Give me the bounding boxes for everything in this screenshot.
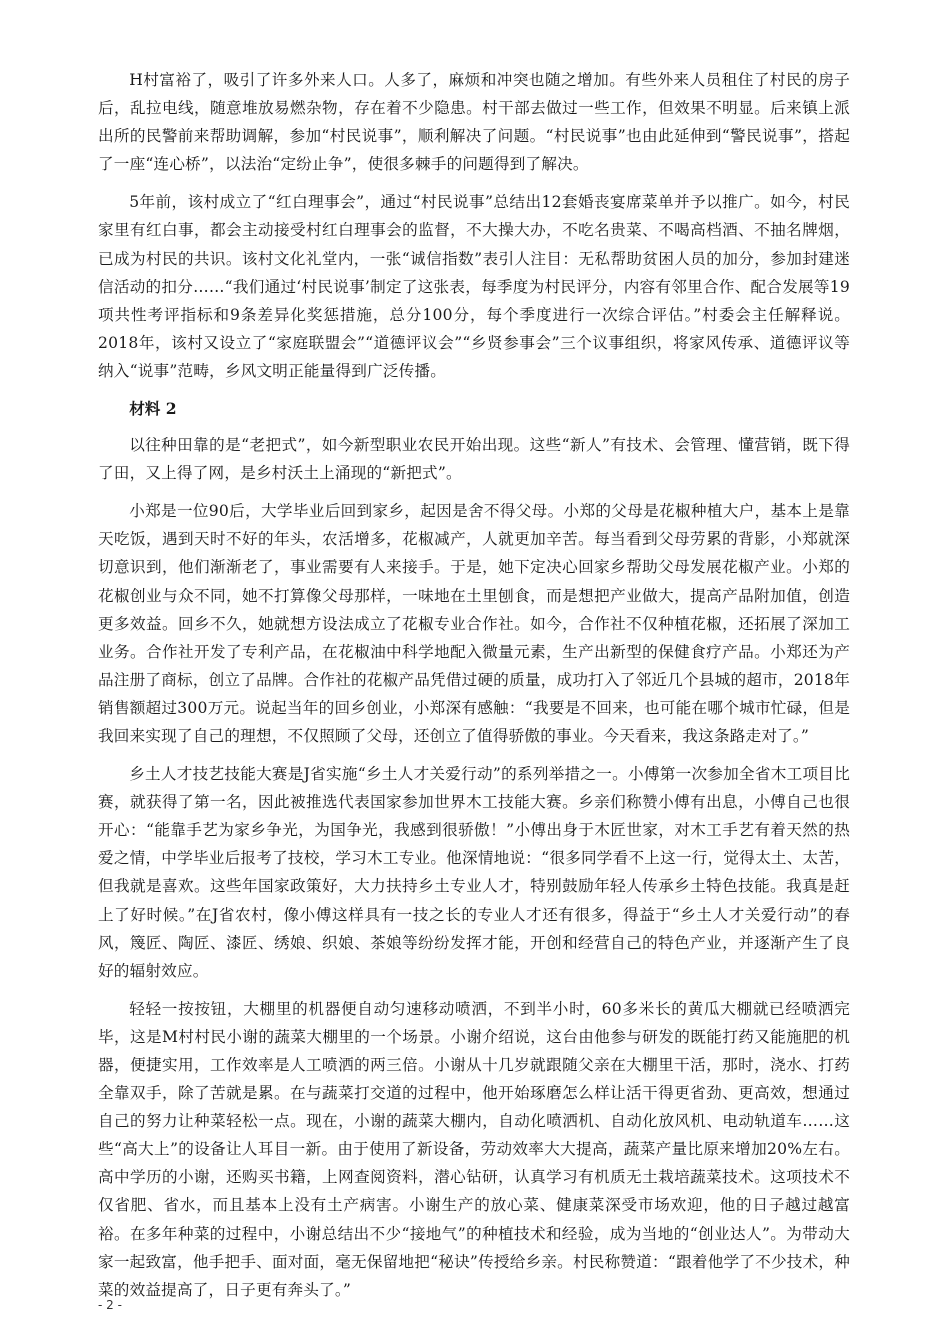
paragraph: 以往种田靠的是“老把式”，如今新型职业农民开始出现。这些“新人”有技术、会管理、懂营销，既下得了田，又上得了网，是乡村沃土上涌现的“新把式”。 [98, 436, 850, 483]
paragraph: H村富裕了，吸引了许多外来人口。人多了，麻烦和冲突也随之增加。有些外来人员租住了村民的房子后，乱拉电线，随意堆放易燃杂物，存在着不少隐患。村干部去做过一些工作，但效果不明显。后来镇上派出所的民警前来帮助调解，参加“村民说事”，顺利解决了问题。“村民说事”也由此延伸到“警民说事”，搭起了一座“连心桥”，以法治“定纷止争”，使很多棘手的问题得到了解决。 [98, 71, 850, 174]
page-number: - 2 - [98, 1298, 122, 1312]
paragraph: 轻轻一按按钮，大棚里的机器便自动匀速移动喷洒，不到半小时，60多米长的黄瓜大棚就已经喷洒完毕，这是M村村民小谢的蔬菜大棚里的一个场景。小谢介绍说，这台由他参与研发的既能打药又能施肥的机器，便捷实用，工作效率是人工喷洒的两三倍。小谢从十几岁就跟随父亲在大棚里干活，那时，浇水、打药全靠双手，除了苦就是累。在与蔬菜打交道的过程中，他开始琢磨怎么样让活干得更省劲、更高效，想通过自己的努力让种菜轻松一点。现在，小谢的蔬菜大棚内，自动化喷洒机、自动化放风机、电动轨道车……这些“高大上”的设备让人耳目一新。由于使用了新设备，劳动效率大大提高，蔬菜产量比原来增加20%左右。高中学历的小谢，还购买书籍，上网查阅资料，潜心钻研，认真学习有机质无土栽培蔬菜技术。这项技术不仅省肥、省水，而且基本上没有土产病害。小谢生产的放心菜、健康菜深受市场欢迎，他的日子越过越富裕。在多年种菜的过程中，小谢总结出不少“接地气”的种植技术和经验，成为当地的“创业达人”。为带动大家一起致富，他手把手、面对面，毫无保留地把“秘诀”传授给乡亲。村民称赞道：“跟着他学了不少技术，种菜的效益提高了，日子更有奔头了。” [98, 999, 850, 1299]
section-heading: 材料 2 [129, 399, 177, 419]
paragraph: 乡土人才技艺技能大赛是J省实施“乡土人才关爱行动”的系列举措之一。小傅第一次参加全省木工项目比赛，就获得了第一名，因此被推选代表国家参加世界木工技能大赛。乡亲们称赞小傅有出息，小傅自己也很开心：“能靠手艺为家乡争光，为国争光，我感到很骄傲！”小傅出身于木匠世家，对木工手艺有着天然的热爱之情，中学毕业后报考了技校，学习木工专业。他深情地说：“很多同学看不上这一行，觉得太土、太苦，但我就是喜欢。这些年国家政策好，大力扶持乡土专业人才，特别鼓励年轻人传承乡土特色技能。我真是赶上了好时候。”在J省农村，像小傅这样具有一技之长的专业人才还有很多，得益于“乡土人才关爱行动”的春风，篾匠、陶匠、漆匠、绣娘、织娘、茶娘等纷纷发挥才能，开创和经营自己的特色产业，并逐渐产生了良好的辐射效应。 [98, 765, 850, 980]
paragraph: 5年前，该村成立了“红白理事会”，通过“村民说事”总结出12套婚丧宴席菜单并予以推广。如今，村民家里有红白事，都会主动接受村红白理事会的监督，不大操大办，不吃名贵菜、不喝高档酒、不抽名牌烟，已成为村民的共识。该村文化礼堂内，一张“诚信指数”表引人注目：无私帮助贫困人员的加分，参加封建迷信活动的扣分……“我们通过‘村民说事’制定了这张表，每季度为村民评分，内容有邻里合作、配合发展等19项共性考评指标和9条差异化奖惩措施，总分100分，每个季度进行一次综合评估。”村委会主任解释说。2018年，该村又设立了“家庭联盟会”“道德评议会”“乡贤参事会”三个议事组织，将家风传承、道德评议等纳入“说事”范畴，乡风文明正能量得到广泛传播。 [98, 193, 850, 380]
paragraph: 小郑是一位90后，大学毕业后回到家乡，起因是舍不得父母。小郑的父母是花椒种植大户，基本上是靠天吃饭，遇到天时不好的年头，农活增多，花椒减产，人就更加辛苦。每当看到父母劳累的背影，小郑就深切意识到，他们渐渐老了，事业需要有人来接手。于是，她下定决心回家乡帮助父母发展花椒产业。小郑的花椒创业与众不同，她不打算像父母那样，一味地在土里刨食，而是想把产业做大，提高产品附加值，创造更多效益。回乡不久，她就想方设法成立了花椒专业合作社。如今，合作社不仅种植花椒，还拓展了深加工业务。合作社开发了专利产品，在花椒油中科学地配入微量元素，生产出新型的保健食疗产品。小郑还为产品注册了商标，创立了品牌。合作社的花椒产品凭借过硬的质量，成功打入了邻近几个县城的超市，2018年销售额超过300万元。说起当年的回乡创业，小郑深有感触：“我要是不回来，也可能在哪个城市忙碌，但是我回来实现了自己的理想，不仅照顾了父母，还创立了值得骄傲的事业。今天看来，我这条路走对了。” [98, 502, 850, 745]
document-body [98, 66, 850, 1314]
